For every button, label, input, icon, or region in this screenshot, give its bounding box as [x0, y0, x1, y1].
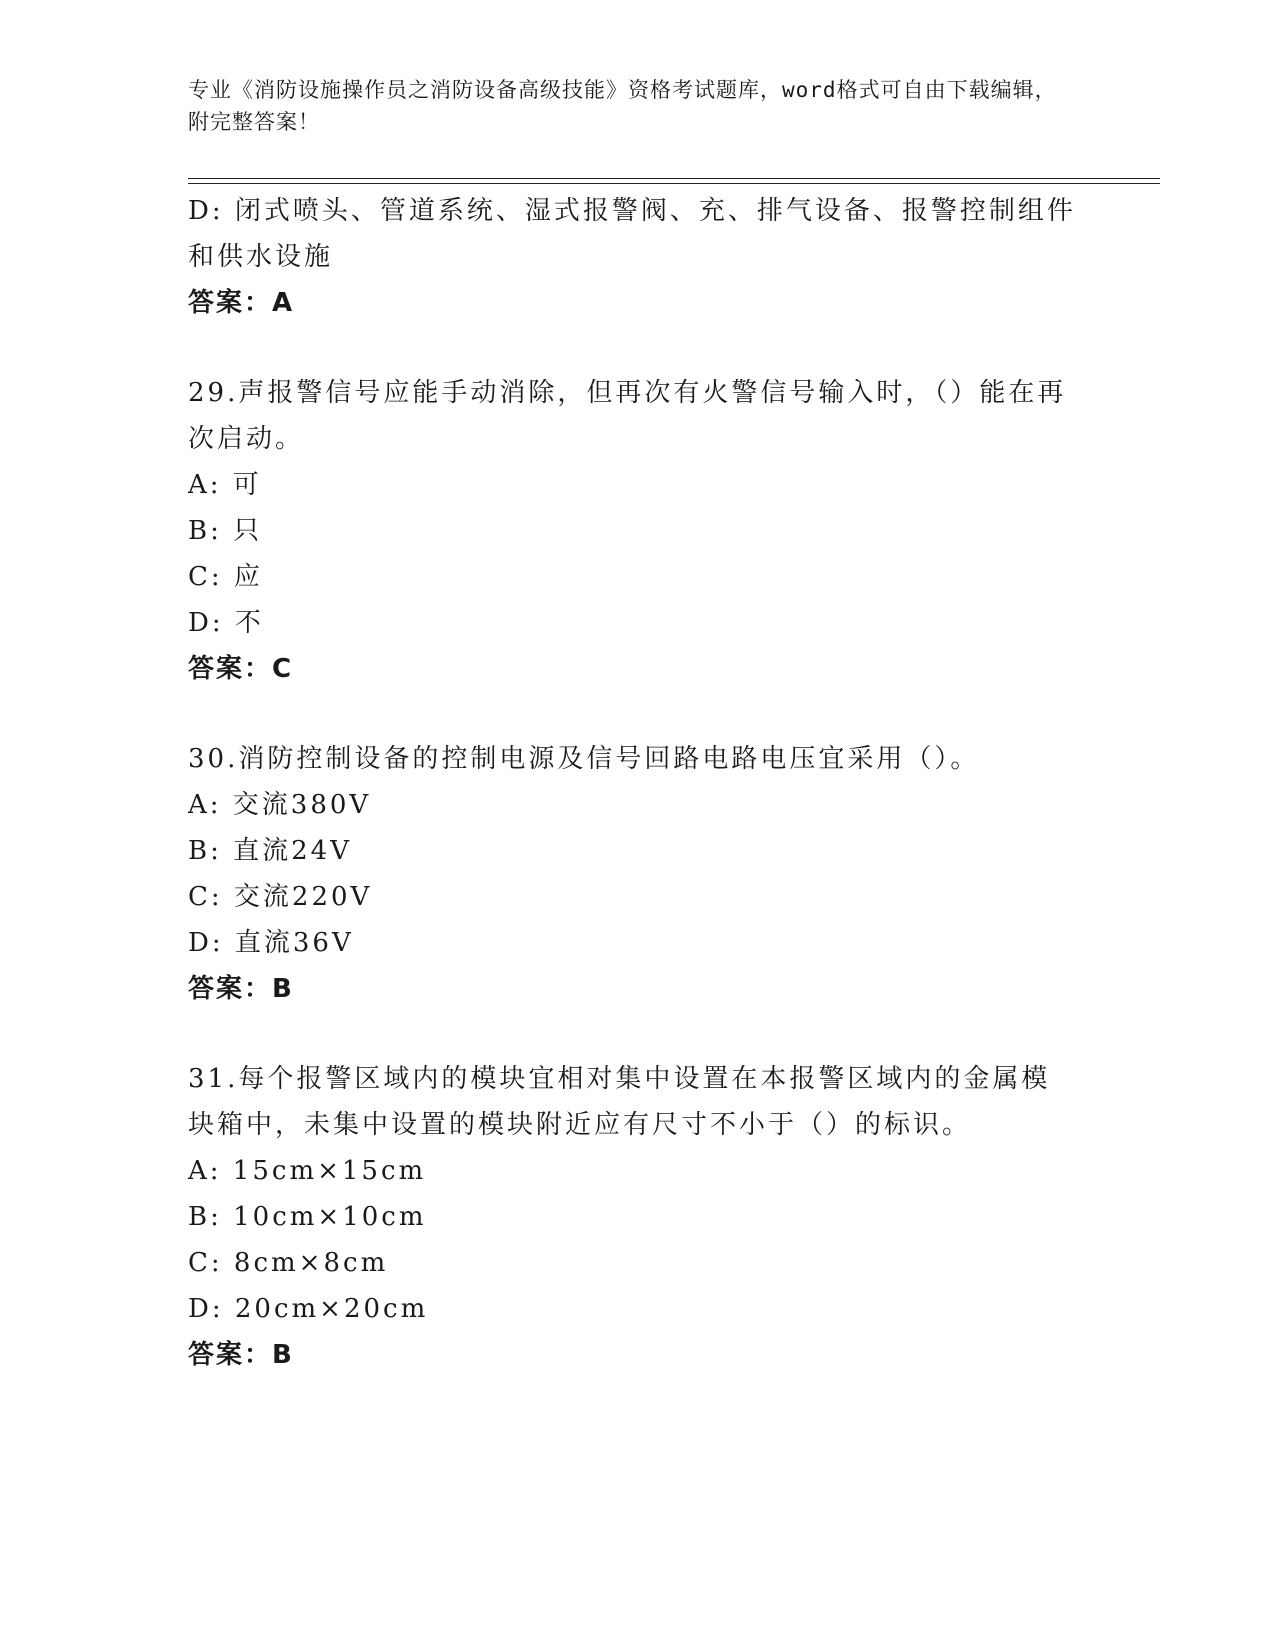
option-a: A: 可 [188, 470, 262, 500]
option-d: D: 20cm×20cm [188, 1294, 429, 1324]
option-a: A: 交流380V [188, 790, 372, 820]
question-31 [188, 1056, 1088, 1378]
question-text: 29.声报警信号应能手动消除，但再次有火警信号输入时，（）能在再次启动。 [188, 378, 1067, 454]
question-list [188, 188, 1088, 1378]
page-header: 专业《消防设施操作员之消防设备高级技能》资格考试题库，word格式可自由下载编辑，附完整答案！ [188, 78, 1057, 134]
carry-over-block [188, 188, 1088, 326]
option-d: D: 不 [188, 608, 264, 638]
option-c: C: 应 [188, 562, 263, 592]
header-divider [188, 178, 1160, 184]
option-d: D: 直流36V [188, 928, 354, 958]
option-b: B: 只 [188, 516, 263, 546]
question-30 [188, 736, 1088, 1012]
option-a: A: 15cm×15cm [188, 1156, 427, 1186]
question-29 [188, 370, 1088, 692]
option-b: B: 直流24V [188, 836, 352, 866]
answer-line: 答案：B [188, 1340, 294, 1370]
option-c: C: 8cm×8cm [188, 1248, 389, 1278]
answer-line: 答案：A [188, 288, 295, 318]
question-text: 31.每个报警区域内的模块宜相对集中设置在本报警区域内的金属模块箱中，未集中设置的模块附近应有尺寸不小于（）的标识。 [188, 1064, 1051, 1140]
answer-line: 答案：B [188, 974, 294, 1004]
option-b: B: 10cm×10cm [188, 1202, 427, 1232]
question-text: 30.消防控制设备的控制电源及信号回路电路电压宜采用（）。 [188, 744, 980, 774]
answer-line: 答案：C [188, 654, 294, 684]
option-d: D: 闭式喷头、管道系统、湿式报警阀、充、排气设备、报警控制组件和供水设施 [188, 196, 1076, 272]
option-c: C: 交流220V [188, 882, 373, 912]
